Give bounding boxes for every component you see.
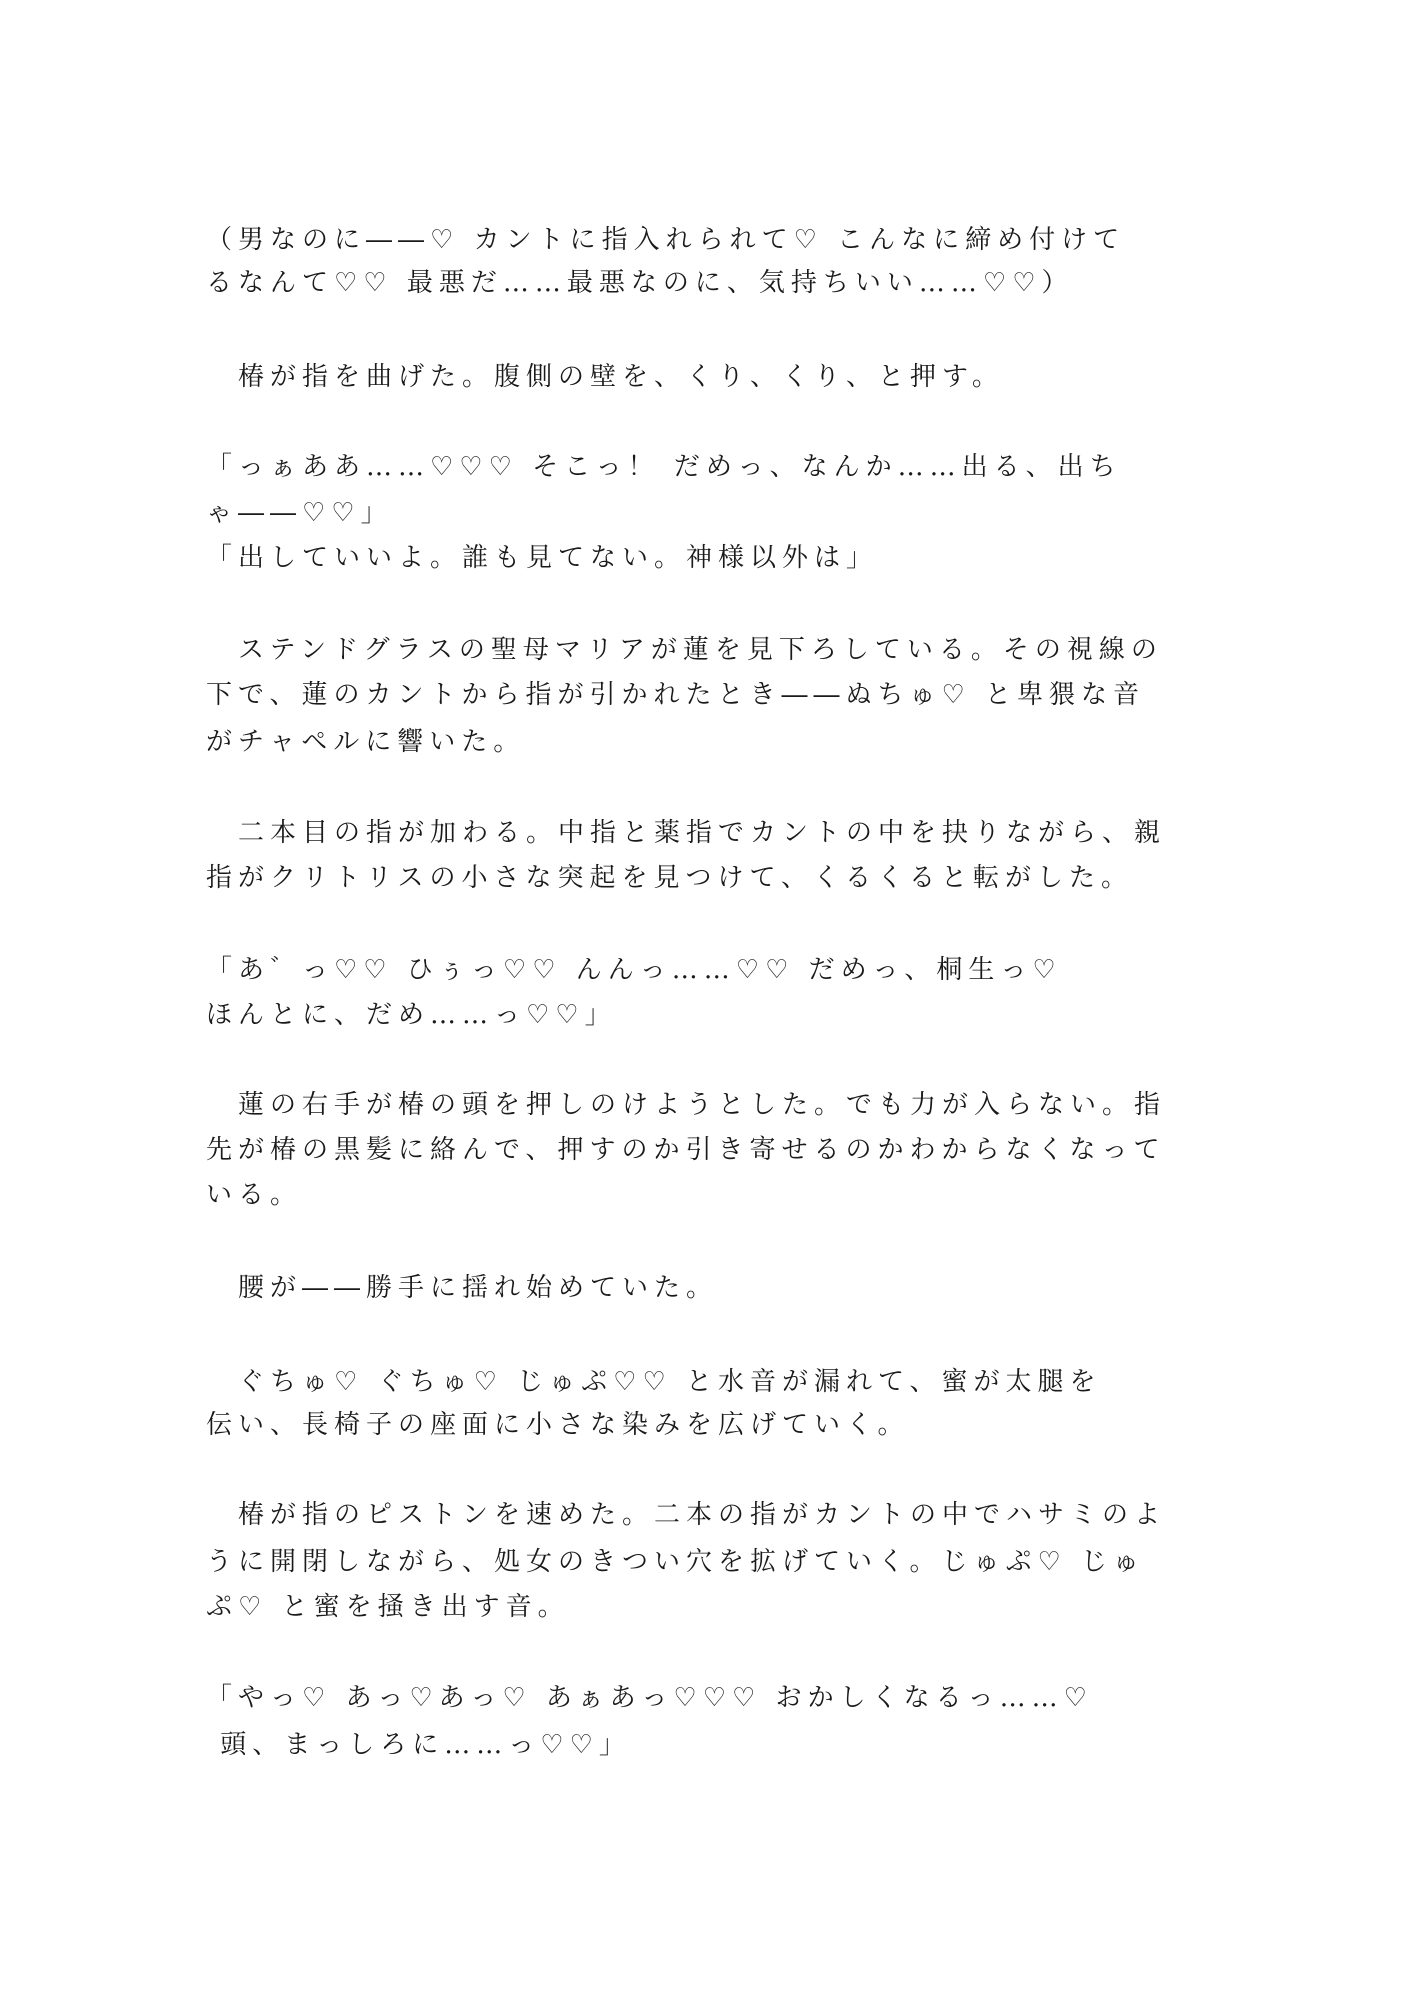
text-line: 椿が指を曲げた。腹側の壁を、くり、くり、と押す。: [206, 362, 1004, 392]
text-line: （男なのに――♡ カントに指入れられて♡ こんなに締め付けて: [206, 225, 1126, 255]
text-line: ゃ――♡♡」: [206, 498, 393, 528]
text-line: 二本目の指が加わる。中指と薬指でカントの中を抉りながら、親: [206, 818, 1167, 848]
text-line: 「あ゛っ♡♡ ひぅっ♡♡ んんっ……♡♡ だめっ、桐生っ♡: [206, 955, 1062, 985]
text-line: 「出していいよ。誰も見てない。神様以外は」: [206, 543, 879, 573]
text-line: ぐちゅ♡ ぐちゅ♡ じゅぷ♡♡ と水音が漏れて、蜜が太腿を: [206, 1367, 1102, 1397]
text-line: 指がクリトリスの小さな突起を見つけて、くるくると転がした。: [206, 863, 1133, 893]
text-line: 「やっ♡ あっ♡あっ♡ あぁあっ♡♡♡ おかしくなるっ……♡: [206, 1683, 1093, 1713]
text-line: うに開閉しながら、処女のきつい穴を拡げていく。じゅぷ♡ じゅ: [206, 1547, 1146, 1577]
text-line: ステンドグラスの聖母マリアが蓮を見下ろしている。その視線の: [206, 635, 1163, 665]
text-line: 伝い、長椅子の座面に小さな染みを広げていく。: [206, 1410, 910, 1440]
text-line: 先が椿の黒髪に絡んで、押すのか引き寄せるのかわからなくなって: [206, 1135, 1166, 1165]
text-line: ほんとに、だめ……っ♡♡」: [206, 1000, 617, 1030]
text-line: 頭、まっしろに……っ♡♡」: [206, 1730, 631, 1760]
text-line: 下で、蓮のカントから指が引かれたとき――ぬちゅ♡ と卑猥な音: [206, 680, 1146, 710]
text-line: 腰が――勝手に揺れ始めていた。: [206, 1273, 719, 1303]
text-line: 椿が指のピストンを速めた。二本の指がカントの中でハサミのよ: [206, 1500, 1167, 1530]
text-line: いる。: [206, 1180, 303, 1210]
text-line: ぷ♡ と蜜を掻き出す音。: [206, 1592, 570, 1622]
text-line: 蓮の右手が椿の頭を押しのけようとした。でも力が入らない。指: [206, 1090, 1167, 1120]
text-line: 「っぁああ……♡♡♡ そこっ！ だめっ、なんか……出る、出ち: [206, 452, 1122, 482]
text-line: るなんて♡♡ 最悪だ……最悪なのに、気持ちいい……♡♡）: [206, 268, 1074, 298]
text-line: がチャペルに響いた。: [206, 727, 526, 757]
